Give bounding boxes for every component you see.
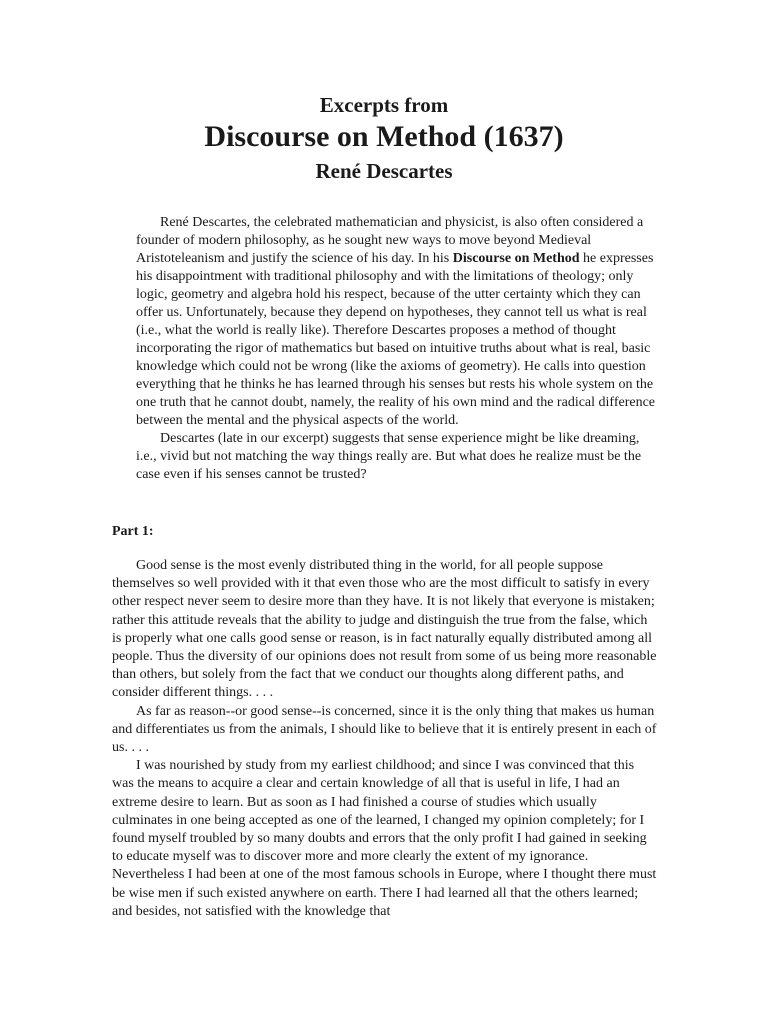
document-title-block	[0, 92, 768, 186]
body-paragraph-3: I was nourished by study from my earliest childhood; and since I was convinced that this was the means to acquire a clear and certain knowledge of all that is useful in life, I had an extreme desire to learn. But as soon as I had finished a course of studies which usually culminates in one being accepted as one of the learned, I changed my opinion completely; for I found myself troubled by so many doubts and errors that the only profit I had gained in seeking to educate myself was to discover more and more clearly the extent of my ignorance. Nevertheless I had been at one of the most famous schools in Europe, where I thought there must be wise men if such existed anywhere on earth. There I had learned all that the others learned; and besides, not satisfied with the knowledge that	[112, 758, 657, 919]
part-1-body	[112, 557, 657, 921]
intro-paragraph-1	[136, 214, 656, 430]
part-1-heading: Part 1:	[112, 524, 154, 539]
body-paragraph-2: As far as reason--or good sense--is concerned, since it is the only thing that makes us human and differentiates us from the animals, I should like to believe that it is entirely present in each of us. . . .	[112, 703, 657, 756]
intro-paragraph-2: Descartes (late in our excerpt) suggests that sense experience might be like dreaming, i.e., vivid but not matching the way things really are. But what does he realize must be the case even if his senses cannot be trusted?	[136, 431, 642, 482]
intro-p1-end: he expresses his disappointment with traditional philosophy and with the limitations of theology; only logic, geometry and algebra hold his respect, because of the utter certainty which they can offer us. Unfortunately, because they depend on hypotheses, they cannot tell us what is real (i.e., what the world is really like). Therefore Descartes proposes a method of thought incorporating the rigor of mathematics but based on intuitive truths about what is real, basic knowledge which could not be wrong (like the axioms of geometry). He calls into question everything that he thinks he has learned through his senses but rests his whole system on the one truth that he cannot doubt, namely, the reality of his own mind and the radical difference between the mental and the physical aspects of the world.	[136, 251, 655, 428]
body-paragraph-1: Good sense is the most evenly distributed thing in the world, for all people suppose themselves so well provided with it that even those who are the most difficult to satisfy in every other respect never seem to desire more than they have. It is not likely that everyone is mistaken; rather this attitude reveals that the ability to judge and distinguish the true from the false, which is properly what one calls good sense or reason, is in fact naturally equally distributed among all people. Thus the diversity of our opinions does not result from some of us being more reasonable than others, but solely from the fact that we conduct our thoughts along different paths, and consider different things. . . .	[112, 558, 657, 701]
intro-p1-start: René Descartes, the celebrated mathematician and physicist, is also often considered a founder of modern philosophy, as he sought new ways to move beyond Medieval Aristoteleanism and justify the science of his day. In his	[136, 215, 644, 266]
title-work: Discourse on Method (1637)	[204, 120, 564, 153]
title-excerpts-from: Excerpts from	[319, 93, 449, 117]
introduction	[136, 214, 656, 484]
intro-p1-bold-title: Discourse on Method	[452, 251, 580, 266]
title-author: René Descartes	[315, 159, 453, 183]
